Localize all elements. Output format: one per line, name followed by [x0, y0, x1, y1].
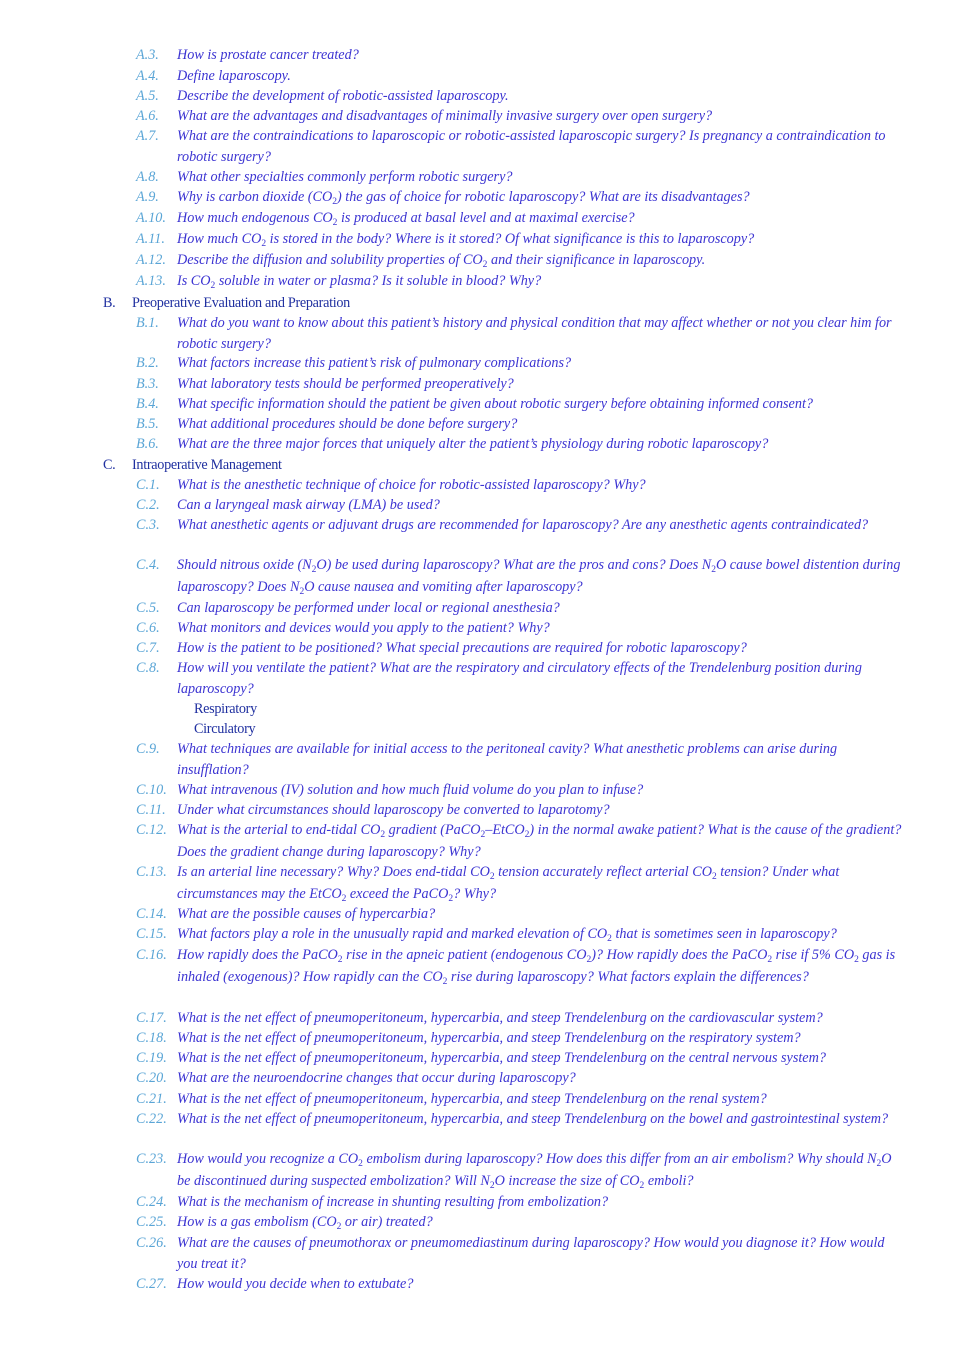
- section-title: Preoperative Evaluation and Preparation: [132, 295, 350, 311]
- question-c11: [136, 800, 906, 821]
- question-text: Describe the development of robotic-assisted laparoscopy.: [177, 88, 509, 104]
- question-number: A.9.: [136, 189, 159, 205]
- question-number: C.11.: [136, 802, 166, 818]
- question-number: C.5.: [136, 600, 160, 616]
- question-number: B.2.: [136, 355, 159, 371]
- question-a11: [136, 229, 906, 250]
- question-c12: [136, 820, 906, 863]
- question-number: A.8.: [136, 169, 159, 185]
- question-number: A.3.: [136, 47, 159, 63]
- question-text: What is the net effect of pneumoperitoneum, hypercarbia, and steep Trendelenburg on the renal system?: [177, 1091, 767, 1107]
- question-text: Can laparoscopy be performed under local or regional anesthesia?: [177, 600, 560, 616]
- question-text: What monitors and devices would you apply to the patient? Why?: [177, 620, 550, 636]
- question-text: What laboratory tests should be performed preoperatively?: [177, 376, 514, 392]
- question-text: What additional procedures should be done before surgery?: [177, 416, 518, 432]
- question-number: A.6.: [136, 108, 159, 124]
- question-text: What is the net effect of pneumoperitoneum, hypercarbia, and steep Trendelenburg on the bowel and gastrointestinal system?: [177, 1111, 889, 1127]
- question-number: B.5.: [136, 416, 159, 432]
- question-text: What is the arterial to end-tidal $CO_2$ gradient (PaCO$_2$–EtCO$_2$) in the normal awake patient? What is the cause of the gradient? Does the gradient change during laparoscopy? Why?: [177, 822, 902, 860]
- question-text: What factors play a role in the unusually rapid and marked elevation of $CO_2$ that is sometimes seen in laparoscopy?: [177, 926, 837, 944]
- question-text: Should nitrous oxide $(N_2O)$ be used during laparoscopy? What are the pros and cons? Does $N_2O$ cause bowel distention during laparoscopy? Does $N_2O$ cause nausea and vomiting after laparoscopy?: [177, 557, 901, 597]
- question-c25: [136, 1212, 906, 1233]
- question-c13: [136, 862, 906, 905]
- question-number: C.18.: [136, 1030, 167, 1046]
- question-c8: [136, 658, 906, 699]
- question-number: A.12.: [136, 252, 166, 268]
- question-c17: [136, 1008, 906, 1029]
- question-text: What are the causes of pneumothorax or pneumomediastinum during laparoscopy? How would you diagnose it? How would you treat it?: [177, 1235, 885, 1272]
- question-number: C.17.: [136, 1010, 167, 1026]
- question-b4: [136, 394, 906, 415]
- question-number: B.4.: [136, 396, 159, 412]
- question-a10: [136, 208, 906, 229]
- question-number: C.2.: [136, 497, 160, 513]
- question-number: C.20.: [136, 1070, 167, 1086]
- question-text: How is the patient to be positioned? What special precautions are required for robotic laparoscopy?: [177, 640, 747, 656]
- question-number: A.4.: [136, 68, 159, 84]
- question-text: How is a gas embolism ($CO_2$ or air) treated?: [177, 1214, 433, 1232]
- question-number: C.23.: [136, 1151, 167, 1167]
- question-number: C.8.: [136, 660, 160, 676]
- question-c2: [136, 495, 906, 516]
- question-a3: [136, 45, 906, 66]
- question-c20: [136, 1068, 906, 1089]
- question-text: Why is carbon dioxide $(CO_2)$ the gas of choice for robotic laparoscopy? What are its disadvantages?: [177, 189, 750, 207]
- question-number: A.7.: [136, 128, 159, 144]
- question-c14: [136, 904, 906, 925]
- question-number: B.1.: [136, 315, 159, 331]
- question-text: What are the neuroendocrine changes that occur during laparoscopy?: [177, 1070, 576, 1086]
- question-number: C.4.: [136, 557, 160, 573]
- question-number: C.7.: [136, 640, 160, 656]
- question-text: What factors increase this patient’s risk of pulmonary complications?: [177, 355, 572, 371]
- question-c18: [136, 1028, 906, 1049]
- question-text: How is prostate cancer treated?: [177, 47, 359, 63]
- question-c21: [136, 1089, 906, 1110]
- question-number: C.13.: [136, 864, 167, 880]
- question-number: A.11.: [136, 231, 165, 247]
- question-number: C.1.: [136, 477, 160, 493]
- question-number: C.3.: [136, 517, 160, 533]
- question-number: C.24.: [136, 1194, 167, 1210]
- question-text: What are the advantages and disadvantages of minimally invasive surgery over open surgery?: [177, 108, 713, 124]
- question-a12: [136, 250, 906, 271]
- question-number: C.6.: [136, 620, 160, 636]
- question-c6: [136, 618, 906, 639]
- question-c22: [136, 1109, 906, 1130]
- question-a5: [136, 86, 906, 107]
- question-a8: [136, 167, 906, 188]
- question-number: A.10.: [136, 210, 166, 226]
- question-number: A.5.: [136, 88, 159, 104]
- section-letter: B.: [103, 295, 116, 311]
- question-number: C.12.: [136, 822, 167, 838]
- question-text: Define laparoscopy.: [177, 68, 291, 84]
- question-number: C.25.: [136, 1214, 167, 1230]
- question-text: What do you want to know about this patient’s history and physical condition that may affect whether or not you clear him for robotic surgery?: [177, 315, 892, 352]
- question-number: C.19.: [136, 1050, 167, 1066]
- question-text: Is $CO_2$ soluble in water or plasma? Is it soluble in blood? Why?: [177, 273, 542, 291]
- question-c16: [136, 945, 906, 988]
- question-b3: [136, 374, 906, 395]
- question-number: C.16.: [136, 947, 167, 963]
- question-text: What techniques are available for initial access to the peritoneal cavity? What anesthetic problems can arise during insufflation?: [177, 741, 838, 778]
- subheading-circulatory: Circulatory: [194, 721, 256, 737]
- subheading-respiratory: Respiratory: [194, 701, 257, 717]
- question-c5: [136, 598, 906, 619]
- question-text: What other specialties commonly perform robotic surgery?: [177, 169, 513, 185]
- question-c26: [136, 1233, 906, 1274]
- question-a9: [136, 187, 906, 208]
- question-number: C.15.: [136, 926, 167, 942]
- question-number: C.14.: [136, 906, 167, 922]
- question-number: C.21.: [136, 1091, 167, 1107]
- question-a6: [136, 106, 906, 127]
- question-c27: [136, 1274, 906, 1295]
- question-a4: [136, 66, 906, 87]
- question-text: What is the mechanism of increase in shunting resulting from embolization?: [177, 1194, 609, 1210]
- question-number: C.27.: [136, 1276, 167, 1292]
- question-text: What specific information should the patient be given about robotic surgery before obtaining informed consent?: [177, 396, 813, 412]
- question-c1: [136, 475, 906, 496]
- question-b5: [136, 414, 906, 435]
- question-c3: [136, 515, 906, 536]
- question-b1: [136, 313, 906, 354]
- question-text: What are the contraindications to laparoscopic or robotic-assisted laparoscopic surgery? Is pregnancy a contraindication to robotic surgery?: [177, 128, 886, 165]
- question-text: Under what circumstances should laparoscopy be converted to laparotomy?: [177, 802, 610, 818]
- question-text: Describe the diffusion and solubility properties of $CO_2$ and their significance in laparoscopy.: [177, 252, 706, 270]
- question-number: C.22.: [136, 1111, 167, 1127]
- question-text: What are the three major forces that uniquely alter the patient’s physiology during robotic laparoscopy?: [177, 436, 769, 452]
- question-text: Can a laryngeal mask airway (LMA) be used?: [177, 497, 440, 513]
- question-c9: [136, 739, 906, 780]
- question-number: C.9.: [136, 741, 160, 757]
- question-text: How will you ventilate the patient? What are the respiratory and circulatory effects of the Trendelenburg position during laparoscopy?: [177, 660, 862, 697]
- question-c10: [136, 780, 906, 801]
- question-c4: [136, 555, 906, 598]
- section-heading-b: [103, 293, 350, 313]
- question-a7: [136, 126, 906, 167]
- question-text: What is the anesthetic technique of choice for robotic-assisted laparoscopy? Why?: [177, 477, 646, 493]
- section-heading-c: [103, 455, 282, 475]
- question-b6: [136, 434, 906, 455]
- question-a13: [136, 271, 906, 292]
- question-c23: [136, 1149, 906, 1192]
- section-title: Intraoperative Management: [132, 457, 282, 473]
- question-c19: [136, 1048, 906, 1069]
- question-text: How would you recognize a $CO_2$ embolism during laparoscopy? How does this differ from an air embolism? Why should $N_2O$ be discontinued during suspected embolization? Will $N_2O$ increase the size of $CO_2$ emboli?: [177, 1151, 892, 1191]
- question-text: What is the net effect of pneumoperitoneum, hypercarbia, and steep Trendelenburg on the central nervous system?: [177, 1050, 826, 1066]
- question-text: How rapidly does the PaCO$_2$ rise in the apneic patient (endogenous $CO_2$)? How rapidly does the PaCO$_2$ rise if 5% $CO_2$ gas is inhaled (exogenous)? How rapidly can the $CO_2$ rise during laparoscopy? What factors explain the differences?: [177, 947, 896, 987]
- question-text: What anesthetic agents or adjuvant drugs are recommended for laparoscopy? Are any anesthetic agents contraindicated?: [177, 517, 869, 533]
- question-text: Is an arterial line necessary? Why? Does end-tidal $CO_2$ tension accurately reflect arterial $CO_2$ tension? Under what circumstances may the EtCO$_2$ exceed the PaCO$_2$? Why?: [177, 864, 840, 904]
- question-text: How much $CO_2$ is stored in the body? Where is it stored? Of what significance is this to laparoscopy?: [177, 231, 755, 249]
- question-number: C.26.: [136, 1235, 167, 1251]
- question-number: B.3.: [136, 376, 159, 392]
- question-text: What is the net effect of pneumoperitoneum, hypercarbia, and steep Trendelenburg on the cardiovascular system?: [177, 1010, 823, 1026]
- question-number: C.10.: [136, 782, 167, 798]
- question-text: What are the possible causes of hypercarbia?: [177, 906, 436, 922]
- section-letter: C.: [103, 457, 116, 473]
- question-number: B.6.: [136, 436, 159, 452]
- question-number: A.13.: [136, 273, 166, 289]
- question-text: What is the net effect of pneumoperitoneum, hypercarbia, and steep Trendelenburg on the respiratory system?: [177, 1030, 801, 1046]
- question-text: What intravenous (IV) solution and how much fluid volume do you plan to infuse?: [177, 782, 644, 798]
- question-c7: [136, 638, 906, 659]
- question-c24: [136, 1192, 906, 1213]
- question-b2: [136, 353, 906, 374]
- question-text: How much endogenous $CO_2$ is produced at basal level and at maximal exercise?: [177, 210, 635, 228]
- question-c15: [136, 924, 906, 945]
- question-text: How would you decide when to extubate?: [177, 1276, 414, 1292]
